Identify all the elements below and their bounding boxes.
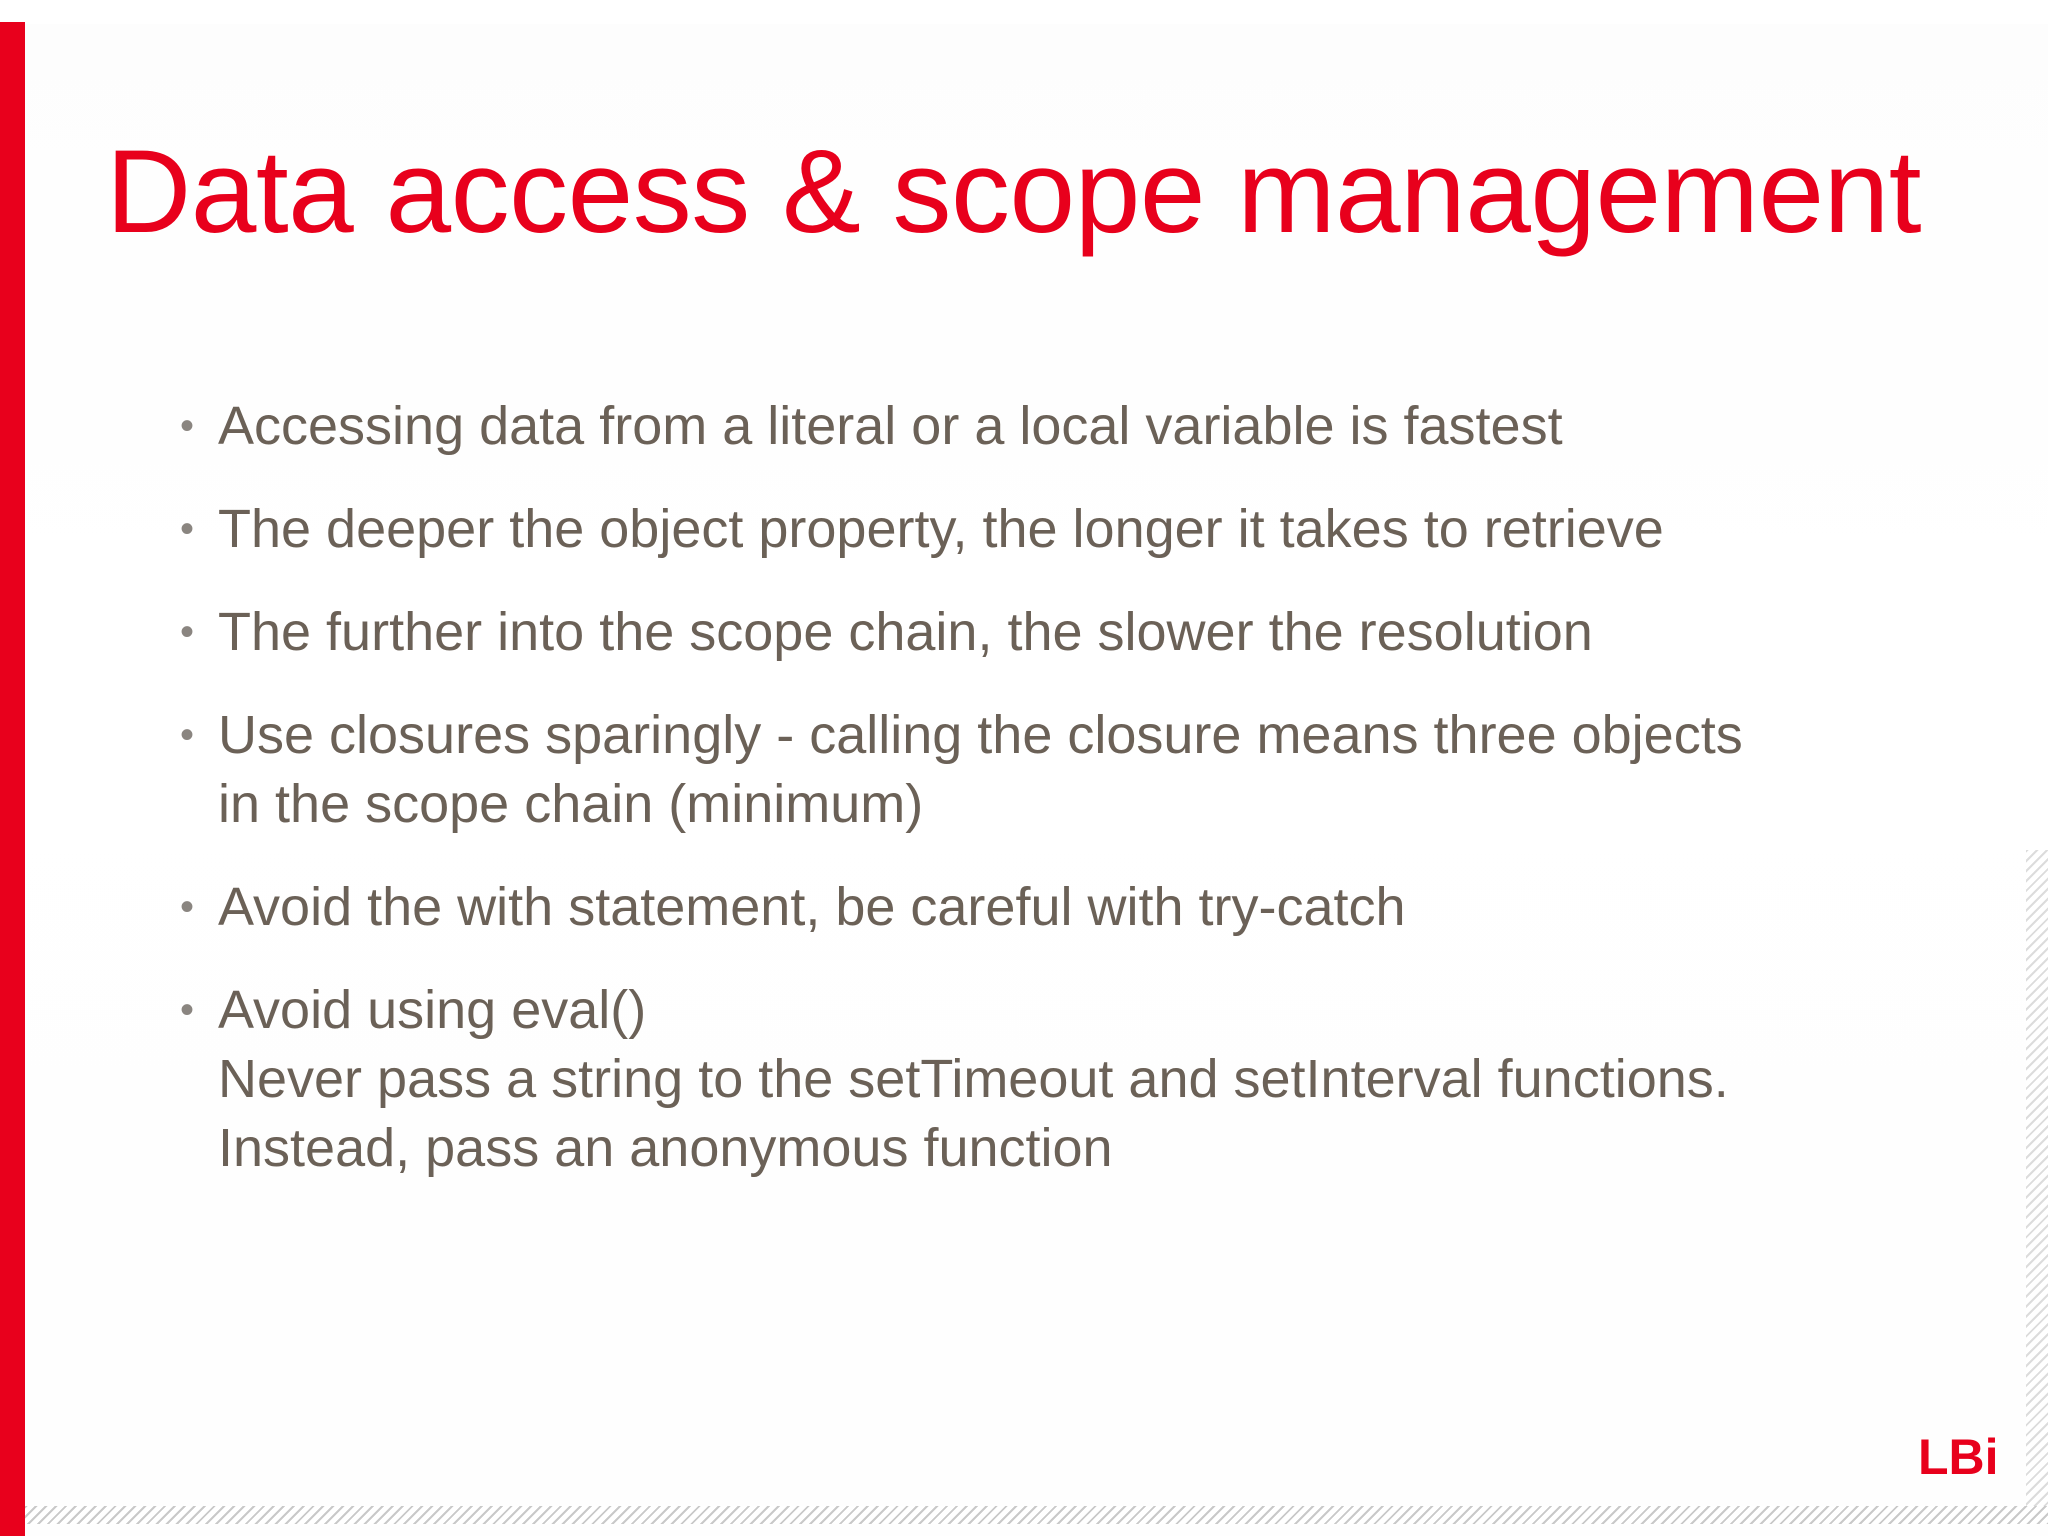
lbi-logo-text: LBi [1918,1429,1999,1485]
bullet-dot: • [180,885,195,929]
slide-top-strip [0,0,2048,24]
bullet-item [180,873,1880,942]
bullet-text: The further into the scope chain, the slower the resolution [218,602,1593,662]
right-hatch-pattern [2026,850,2048,1524]
left-accent-bar [0,22,25,1536]
bullet-text-continuation: Never pass a string to the setTimeout and setInterval functions. [218,1049,1729,1109]
bullet-text-continuation: Instead, pass an anonymous function [218,1118,1113,1178]
bullet-text: Use closures sparingly - calling the closure means three objects [218,705,1743,765]
bullet-dot: • [180,713,195,757]
bullet-dot: • [180,988,195,1032]
bullet-item [180,392,1880,461]
bullet-text: Accessing data from a literal or a local variable is fastest [218,396,1563,456]
bullet-dot: • [180,507,195,551]
bullet-text: Avoid the with statement, be careful with try-catch [218,877,1406,937]
bullet-text: Avoid using eval() [218,980,647,1040]
slide-title: Data access & scope management [106,126,1921,258]
bottom-hatch-pattern [25,1506,2048,1524]
bullet-item [180,701,1880,839]
bullet-dot: • [180,610,195,654]
lbi-logo [1916,1428,2016,1488]
bullet-item [180,976,1880,1183]
bullet-dot: • [180,404,195,448]
bullet-text-continuation: in the scope chain (minimum) [218,774,924,834]
bullet-text: The deeper the object property, the longer it takes to retrieve [218,499,1664,559]
bullet-list [180,392,1880,1217]
bullet-item [180,598,1880,667]
bullet-item [180,495,1880,564]
